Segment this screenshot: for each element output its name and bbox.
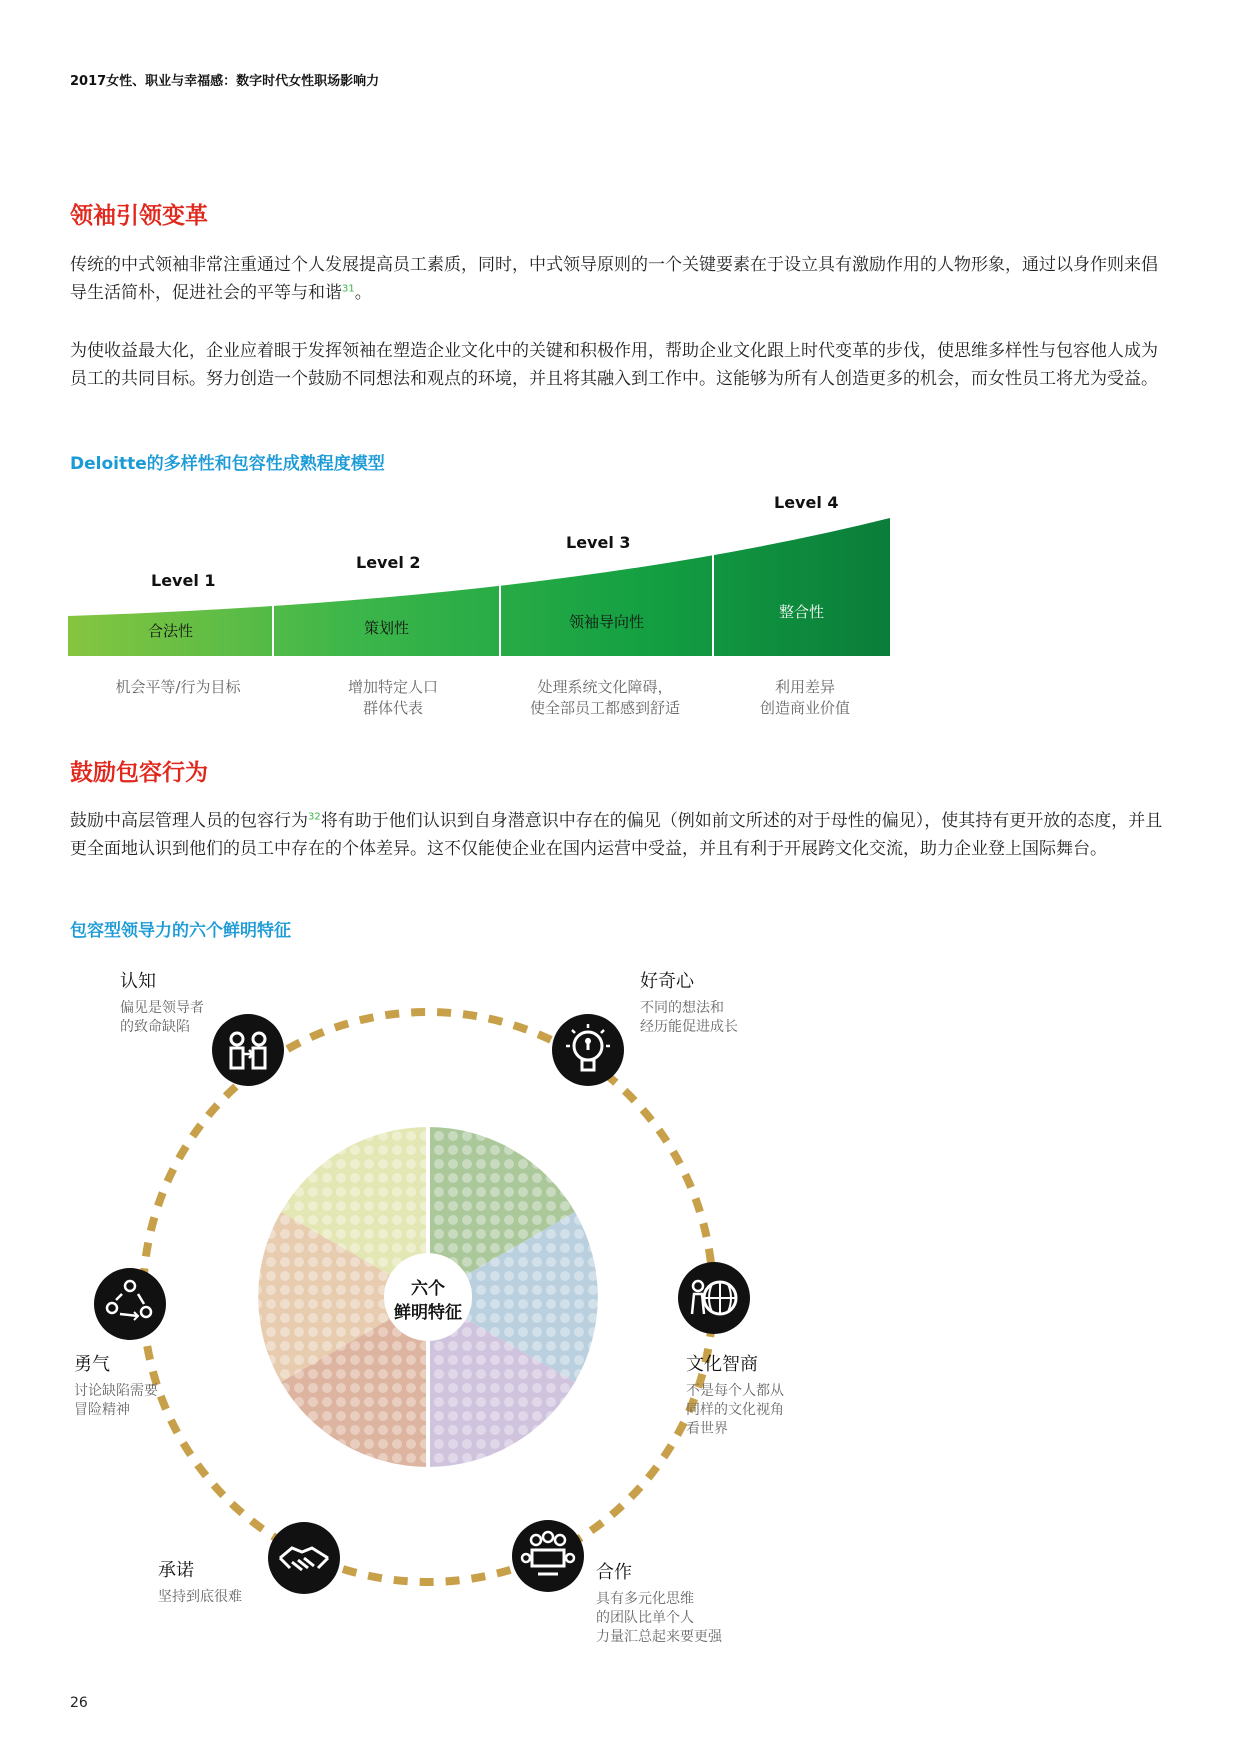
paragraph-2: 为使收益最大化，企业应着眼于发挥领袖在塑造企业文化中的关键和积极作用，帮助企业文化跟上时代变革的步伐，使思维多样性与包容他人成为员工的共同目标。努力创造一个鼓励不同想法和观点的环境，并且将其融入到工作中。这能够为所有人创造更多的机会，而女性员工将尤为受益。 <box>70 341 1158 389</box>
section-heading-leadership: 领袖引领变革 <box>70 203 208 229</box>
trait-cultural-intelligence-desc <box>686 1382 784 1439</box>
paragraph-1-end: 。 <box>354 283 372 303</box>
paragraph-1 <box>70 251 1170 307</box>
desc-line: 不是每个人都从 <box>686 1383 784 1399</box>
center-label-line-2: 鲜明特征 <box>394 1303 462 1323</box>
page-number: 26 <box>70 1695 88 1711</box>
desc-line: 坚持到底很难 <box>158 1589 242 1605</box>
desc-line: 偏见是领导者 <box>120 1000 204 1016</box>
section-heading-inclusion: 鼓励包容行为 <box>70 760 208 786</box>
document-header: 2017女性、职业与幸福感：数字时代女性职场影响力 <box>70 74 380 89</box>
trait-cultural-intelligence-title: 文化智商 <box>686 1354 758 1375</box>
trait-collaboration <box>596 1558 722 1647</box>
desc-line: 不同的想法和 <box>640 1000 724 1016</box>
handshake-icon <box>268 1522 340 1594</box>
level-1-name: 合法性 <box>147 622 193 640</box>
trait-curiosity-desc <box>640 999 738 1037</box>
level-3-label: Level 3 <box>566 533 631 552</box>
desc-line: 的致命缺陷 <box>120 1019 190 1035</box>
trait-awareness-desc <box>120 999 204 1037</box>
trait-courage <box>74 1350 158 1420</box>
traits-title: 包容型领导力的六个鲜明特征 <box>70 921 291 941</box>
trait-awareness <box>120 967 204 1037</box>
trait-cultural-intelligence <box>686 1350 784 1439</box>
level-1-description <box>68 677 288 698</box>
footnote-ref-31[interactable]: 31 <box>342 283 355 295</box>
model-title: Deloitte的多样性和包容性成熟程度模型 <box>70 454 385 474</box>
trait-collaboration-desc <box>596 1590 722 1647</box>
level-3-description <box>490 677 720 719</box>
center-label <box>378 1277 478 1325</box>
trait-commitment-title: 承诺 <box>158 1560 194 1581</box>
level-1-label: Level 1 <box>151 571 216 590</box>
level-4-label: Level 4 <box>774 493 839 512</box>
desc-line: 经历能促进成长 <box>640 1019 738 1035</box>
paragraph-3 <box>70 807 1170 863</box>
level-3-name: 领袖导向性 <box>568 613 644 631</box>
desc-line: 冒险精神 <box>74 1402 130 1418</box>
trait-curiosity-title: 好奇心 <box>640 971 694 992</box>
trait-curiosity <box>640 967 738 1037</box>
paragraph-3-text-a: 鼓励中高层管理人员的包容行为 <box>70 811 308 831</box>
level-4-desc-line-1: 利用差异 <box>774 678 835 696</box>
desc-line: 同样的文化视角 <box>686 1402 784 1418</box>
desc-line: 力量汇总起来要更强 <box>596 1629 722 1645</box>
level-1-desc-line: 机会平等/行为目标 <box>115 678 241 696</box>
level-3-desc-line-2: 使全部员工都感到舒适 <box>529 699 680 717</box>
level-2-desc-line-1: 增加特定人口 <box>347 678 438 696</box>
trait-awareness-title: 认知 <box>120 971 156 992</box>
lightbulb-icon <box>552 1014 624 1086</box>
level-2-label: Level 2 <box>356 553 421 572</box>
level-4-desc-line-2: 创造商业价值 <box>759 699 850 717</box>
trait-courage-desc <box>74 1382 158 1420</box>
paragraph-3-text-b: 将有助于他们认识到自身潜意识中存在的偏见（例如前文所述的对于母性的偏见），使其持有更开放的态度，并且更全面地认识到他们的员工中存在的个体差异。这不仅能使企业在国内运营中受益，并且有利于开展跨文化交流，助力企业登上国际舞台。 <box>70 811 1163 859</box>
center-label-line-1: 六个 <box>411 1279 445 1299</box>
desc-line: 具有多元化思维 <box>596 1591 694 1607</box>
paragraph-1-text: 传统的中式领袖非常注重通过个人发展提高员工素质，同时，中式领导原则的一个关键要素在于设立具有激励作用的人物形象，通过以身作则来倡导生活简朴，促进社会的平等与和谐 <box>70 255 1158 303</box>
globe-person-icon <box>678 1262 750 1334</box>
level-3-desc-line-1: 处理系统文化障碍， <box>537 678 673 696</box>
trait-commitment <box>158 1556 242 1607</box>
trait-commitment-desc <box>158 1588 242 1607</box>
trait-courage-title: 勇气 <box>74 1354 110 1375</box>
team-meeting-icon <box>512 1520 584 1592</box>
people-cycle-icon <box>94 1268 166 1340</box>
level-2-description <box>283 677 503 719</box>
desc-line: 看世界 <box>686 1421 728 1437</box>
trait-collaboration-title: 合作 <box>596 1562 632 1583</box>
people-exchange-icon <box>212 1014 284 1086</box>
desc-line: 的团队比单个人 <box>596 1610 694 1626</box>
level-2-name: 策划性 <box>363 619 409 637</box>
footnote-ref-32[interactable]: 32 <box>308 811 321 823</box>
level-4-description <box>700 677 910 719</box>
level-4-name: 整合性 <box>778 603 824 621</box>
desc-line: 讨论缺陷需要 <box>74 1383 158 1399</box>
level-2-desc-line-2: 群体代表 <box>362 699 423 717</box>
